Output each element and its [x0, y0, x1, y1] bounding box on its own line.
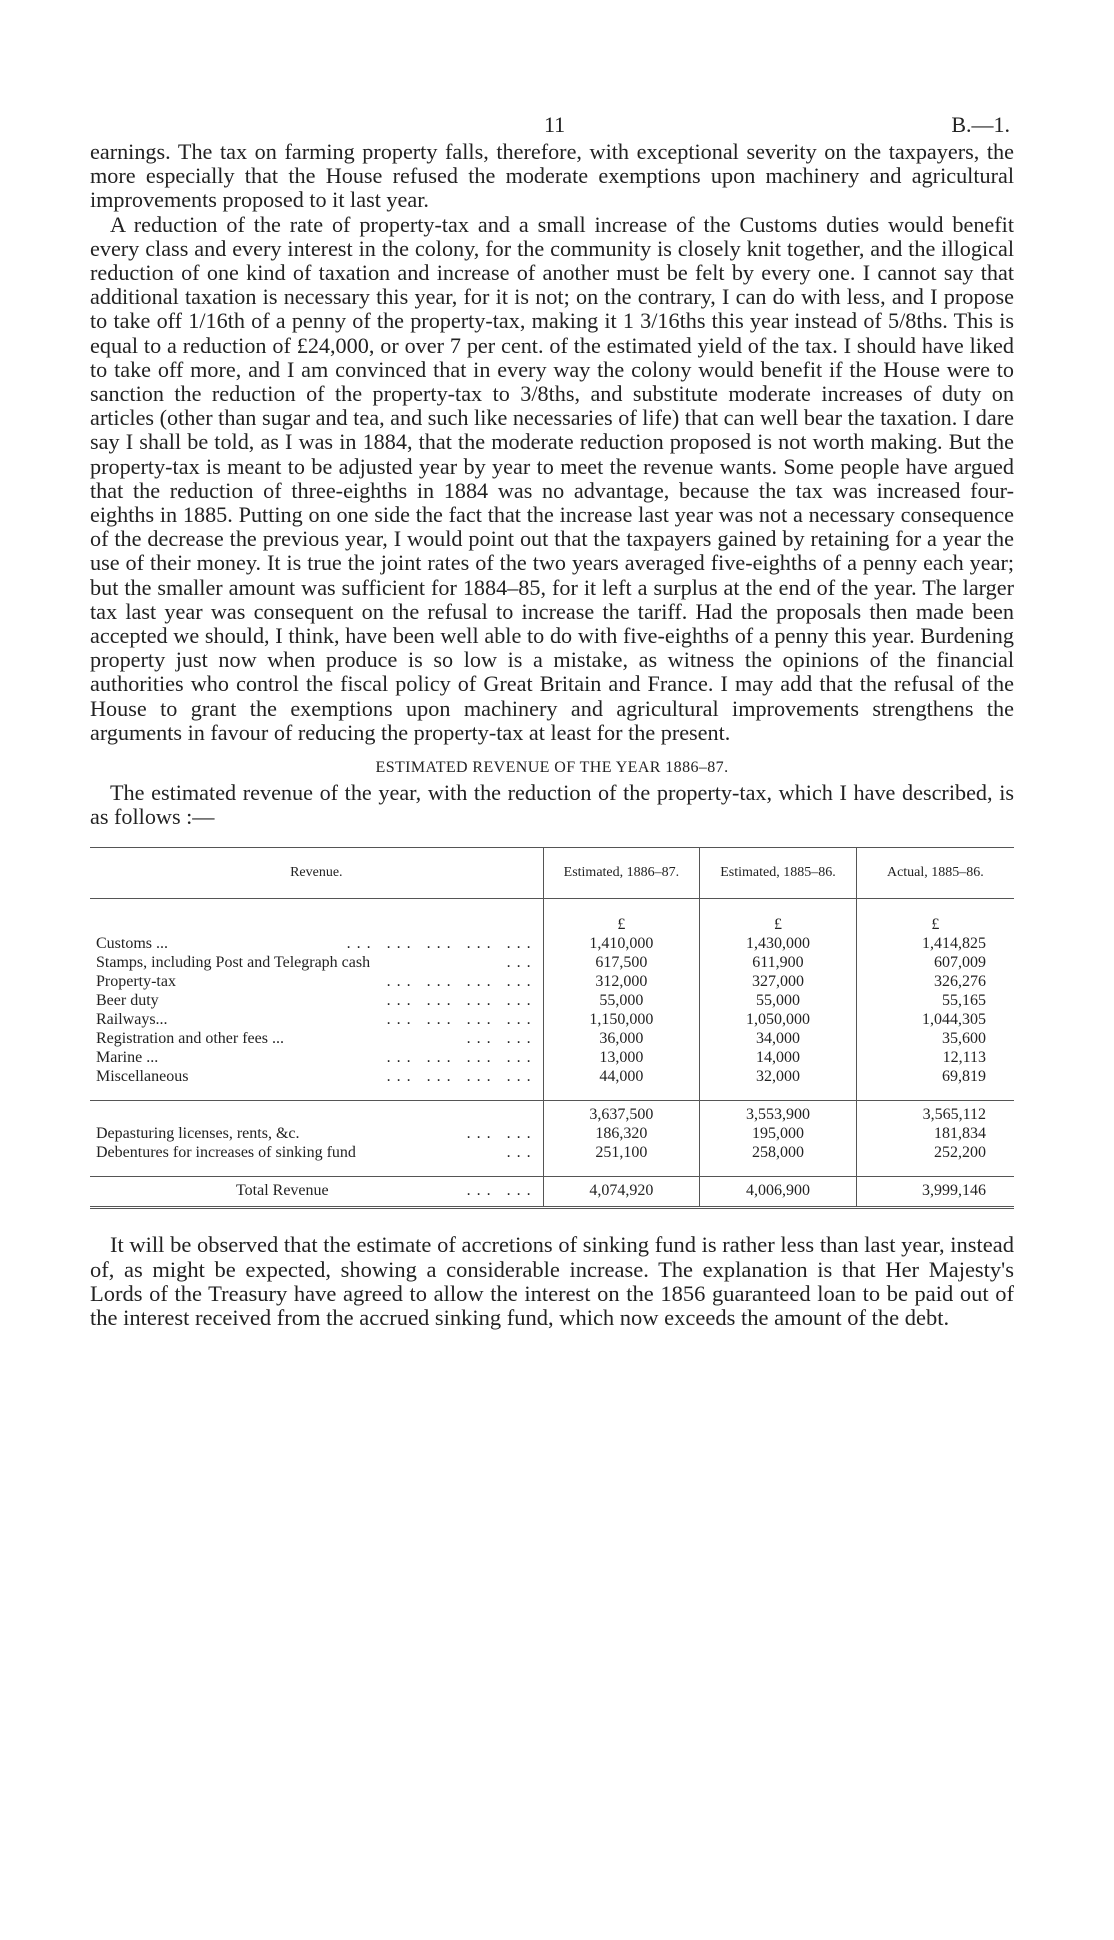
leader-dots: ... ...	[466, 1125, 537, 1143]
table-row	[90, 1067, 1014, 1101]
cell-estimated-1886-87: 1,150,000	[543, 1010, 700, 1029]
cell-estimated-1885-86: 14,000	[700, 1048, 857, 1067]
section-heading: ESTIMATED REVENUE OF THE YEAR 1886–87.	[375, 759, 729, 777]
cell-estimated-1886-87: 36,000	[543, 1029, 700, 1048]
cell-estimated-1886-87: 1,410,000	[543, 934, 700, 953]
cell-estimated-1885-86: 34,000	[700, 1029, 857, 1048]
page-number: 11	[544, 112, 566, 137]
cell-actual-1885-86: 1,044,305	[922, 1011, 986, 1029]
cell-estimated-1886-87: 312,000	[543, 972, 700, 991]
closing-paragraph: It will be observed that the estimate of accretions of sinking fund is rather less than last year, instead of, as might be expected, showing a considerable increase. The explanation is that Her Majesty's Lords of the Treasury have agreed to allow the interest on the 1856 guaranteed loan to be paid out of the interest received from the accrued sinking fund, which now exceeds the amount of the debt.	[90, 1232, 1014, 1331]
closing-section	[90, 1233, 1014, 1330]
leader-dots: ... ... ... ...	[386, 1068, 537, 1086]
currency-symbol: £	[700, 915, 857, 934]
header-estimated-1885-86: Estimated, 1885–86.	[700, 848, 857, 899]
header-revenue: Revenue.	[90, 848, 543, 899]
cell-estimated-1885-86: 611,900	[700, 953, 857, 972]
total-label: Total Revenue	[236, 1182, 329, 1200]
table-row	[90, 1029, 1014, 1048]
row-label: Property-tax	[96, 973, 176, 991]
paragraph-property-tax: A reduction of the rate of property-tax and a small increase of the Customs duties would benefit every class and every interest in the colony, for the community is closely knit together, and the illogical reduction of one kind of taxation and increase of another must be felt by every one. I cannot say that additional taxation is necessary this year, for it is not; on the contrary, I can do with less, and I propose to take off 1/16th of a penny of the property-tax, making it 1 3/16ths this year instead of 5/8ths. This is equal to a reduction of £24,000, or over 7 per cent. of the estimated yield of the tax. I should have liked to take off more, and I am convinced that in every way the colony would benefit if the House were to sanction the reduction of the property-tax to 3/8ths, and substitute moderate increases of duty on articles (other than sugar and tea, and such like necessaries of life) that can well bear the taxation. I dare say I shall be told, as I was in 1884, that the moderate reduction proposed is not worth making. But the property-tax is meant to be adjusted year by year to meet the revenue wants. Some people have argued that the reduction of three-eighths in 1884 was no advantage, because the tax was increased four-eighths in 1885. Putting on one side the fact that the increase last year was not a necessary consequence of the decrease the previous year, I would point out that the taxpayers gained by retaining for a year the use of their money. It is true the joint rates of the two years averaged five-eighths of a penny each year; but the smaller amount was sufficient for 1884–85, for it left a surplus at the end of the year. The larger tax last year was consequent on the refusal to increase the tariff. Had the proposals then made been accepted we should, I think, have been well able to do with five-eighths of a penny this year. Burdening property just now when produce is so low is a mistake, as witness the opinions of the financial authorities who control the fiscal policy of Great Britain and France. I may add that the refusal of the House to grant the exemptions upon machinery and agricultural improvements strengthens the arguments in favour of reducing the property-tax at least for the present.	[90, 211, 1014, 745]
table-row	[90, 1143, 1014, 1177]
table-row	[90, 1124, 1014, 1143]
row-label: Debentures for increases of sinking fund	[96, 1144, 356, 1162]
cell-actual-1885-86: 326,276	[934, 973, 986, 991]
table-row	[90, 1010, 1014, 1029]
table-row	[90, 1048, 1014, 1067]
total-estimated-1885-86: 4,006,900	[700, 1177, 857, 1208]
row-label: Registration and other fees ...	[96, 1030, 284, 1048]
subtotal-actual-1885-86: 3,565,112	[856, 1101, 1014, 1125]
cell-actual-1885-86: 607,009	[934, 954, 986, 972]
cell-estimated-1886-87: 44,000	[543, 1067, 700, 1101]
cell-actual-1885-86: 1,414,825	[922, 935, 986, 953]
document-code: B.—1.	[951, 112, 1010, 137]
currency-symbol: £	[543, 915, 700, 934]
table-spacer	[90, 899, 1014, 916]
revenue-table	[90, 847, 1014, 1209]
cell-estimated-1885-86: 258,000	[700, 1143, 857, 1177]
cell-actual-1885-86: 181,834	[934, 1125, 986, 1143]
row-label: Beer duty	[96, 992, 159, 1010]
header-estimated-1886-87: Estimated, 1886–87.	[543, 848, 700, 899]
total-row	[90, 1177, 1014, 1208]
cell-estimated-1885-86: 1,430,000	[700, 934, 857, 953]
leader-dots: ... ... ... ...	[386, 1049, 537, 1067]
table-intro: The estimated revenue of the year, with the reduction of the property-tax, which I have described, is as follows :—	[90, 780, 1014, 830]
currency-symbol: £	[931, 916, 940, 934]
paragraph-continuation: earnings. The tax on farming property falls, therefore, with exceptional severity on the taxpayers, the more especially that the House refused the moderate exemptions upon machinery and agricultural improvements proposed to it last year.	[90, 139, 1014, 213]
leader-dots: ... ...	[466, 1030, 537, 1048]
leader-dots: ... ... ... ...	[386, 1011, 537, 1029]
cell-estimated-1885-86: 327,000	[700, 972, 857, 991]
table-row	[90, 934, 1014, 953]
leader-dots: ... ... ... ...	[386, 973, 537, 991]
row-label: Depasturing licenses, rents, &c.	[96, 1125, 300, 1143]
subtotal-estimated-1885-86: 3,553,900	[700, 1101, 857, 1125]
cell-actual-1885-86: 35,600	[942, 1030, 986, 1048]
table-row	[90, 953, 1014, 972]
cell-actual-1885-86: 12,113	[942, 1049, 986, 1067]
cell-estimated-1886-87: 251,100	[543, 1143, 700, 1177]
leader-dots: ...	[506, 954, 537, 972]
cell-actual-1885-86: 55,165	[942, 992, 986, 1010]
leader-dots: ... ... ... ... ...	[346, 935, 537, 953]
leader-dots: ...	[506, 1144, 537, 1162]
cell-estimated-1885-86: 32,000	[700, 1067, 857, 1101]
leader-dots: ... ...	[466, 1182, 537, 1200]
table-header-row	[90, 848, 1014, 899]
row-label: Customs ...	[96, 935, 169, 953]
total-estimated-1886-87: 4,074,920	[543, 1177, 700, 1208]
cell-estimated-1886-87: 617,500	[543, 953, 700, 972]
cell-estimated-1886-87: 186,320	[543, 1124, 700, 1143]
running-head	[90, 100, 1014, 140]
cell-estimated-1885-86: 55,000	[700, 991, 857, 1010]
table-row	[90, 972, 1014, 991]
row-label: Marine ...	[96, 1049, 159, 1067]
table-row	[90, 991, 1014, 1010]
total-actual-1885-86: 3,999,146	[856, 1177, 1014, 1208]
document-page	[90, 100, 1014, 1331]
cell-actual-1885-86: 252,200	[934, 1144, 986, 1162]
cell-estimated-1885-86: 195,000	[700, 1124, 857, 1143]
header-actual-1885-86: Actual, 1885–86.	[856, 848, 1014, 899]
subtotal-estimated-1886-87: 3,637,500	[543, 1101, 700, 1125]
cell-estimated-1886-87: 13,000	[543, 1048, 700, 1067]
row-label: Stamps, including Post and Telegraph cash	[96, 954, 371, 972]
currency-row	[90, 915, 1014, 934]
row-label: Miscellaneous	[96, 1068, 189, 1086]
subtotal-row	[90, 1101, 1014, 1125]
row-label: Railways...	[96, 1011, 168, 1029]
cell-actual-1885-86: 69,819	[942, 1068, 986, 1086]
cell-estimated-1885-86: 1,050,000	[700, 1010, 857, 1029]
cell-estimated-1886-87: 55,000	[543, 991, 700, 1010]
leader-dots: ... ... ... ...	[386, 992, 537, 1010]
